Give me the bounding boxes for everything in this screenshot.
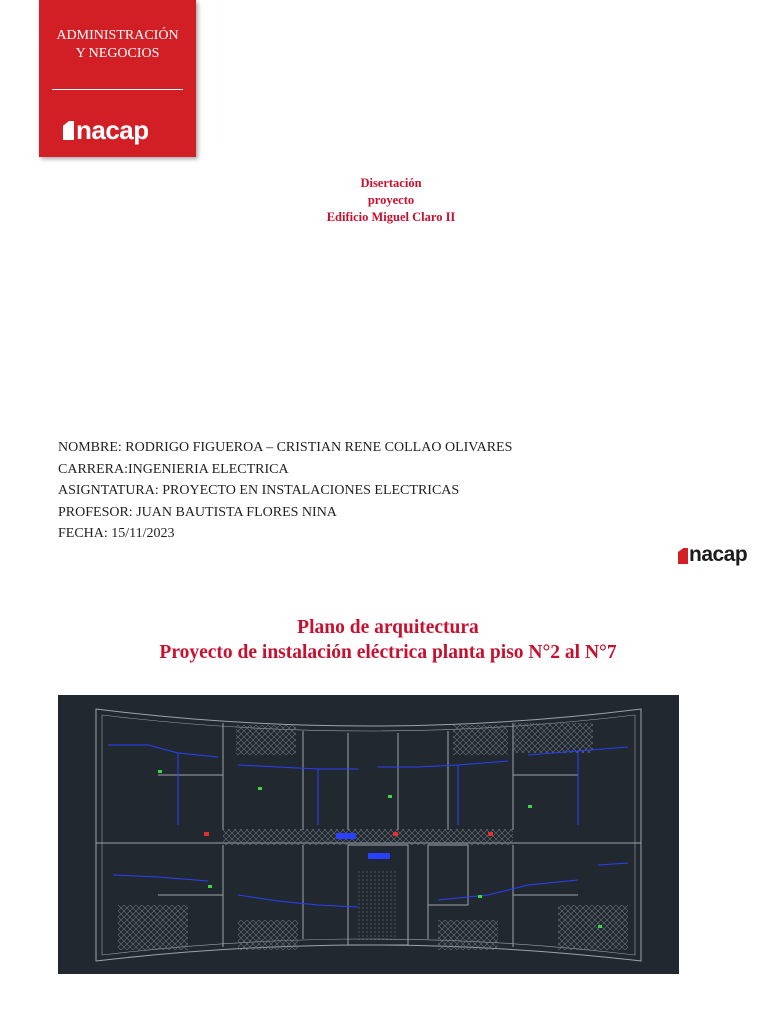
floor-plan-drawing	[58, 695, 679, 974]
inacap-logo-mark-icon	[63, 121, 74, 140]
brand-title	[39, 27, 196, 63]
info-profesor: PROFESOR: JUAN BAUTISTA FLORES NINA	[58, 504, 337, 520]
document-title-line-2: proyecto	[367, 193, 415, 207]
document-title-line-1: Disertación	[360, 176, 422, 190]
brand-divider	[52, 89, 183, 90]
plan-title: Plano de arquitectura	[297, 617, 479, 638]
brand-title-line-1: ADMINISTRACIÓN	[56, 28, 179, 43]
floor-plan-image	[58, 695, 679, 974]
document-title	[250, 175, 532, 226]
student-info	[58, 437, 512, 545]
plan-heading	[58, 615, 718, 665]
plan-subtitle: Proyecto de instalación eléctrica planta piso N°2 al N°7	[159, 642, 617, 663]
info-nombre: NOMBRE: RODRIGO FIGUEROA – CRISTIAN RENE COLLAO OLIVARES	[58, 440, 513, 455]
info-fecha: FECHA: 15/11/2023	[58, 526, 175, 541]
inacap-logo	[63, 110, 149, 144]
inacap-side-logo-text: nacap	[689, 543, 748, 566]
inacap-side-logo-mark-icon	[678, 548, 688, 564]
brand-title-line-2: Y NEGOCIOS	[75, 46, 160, 61]
document-title-line-3: Edificio Miguel Claro II	[326, 210, 456, 224]
inacap-brand-box	[39, 0, 196, 157]
inacap-logo-text: nacap	[76, 115, 149, 145]
info-carrera: CARRERA:INGENIERIA ELECTRICA	[58, 461, 289, 477]
inacap-side-logo	[678, 543, 747, 567]
info-asignatura: ASIGNTATURA: PROYECTO EN INSTALACIONES ELECTRICAS	[58, 483, 460, 498]
